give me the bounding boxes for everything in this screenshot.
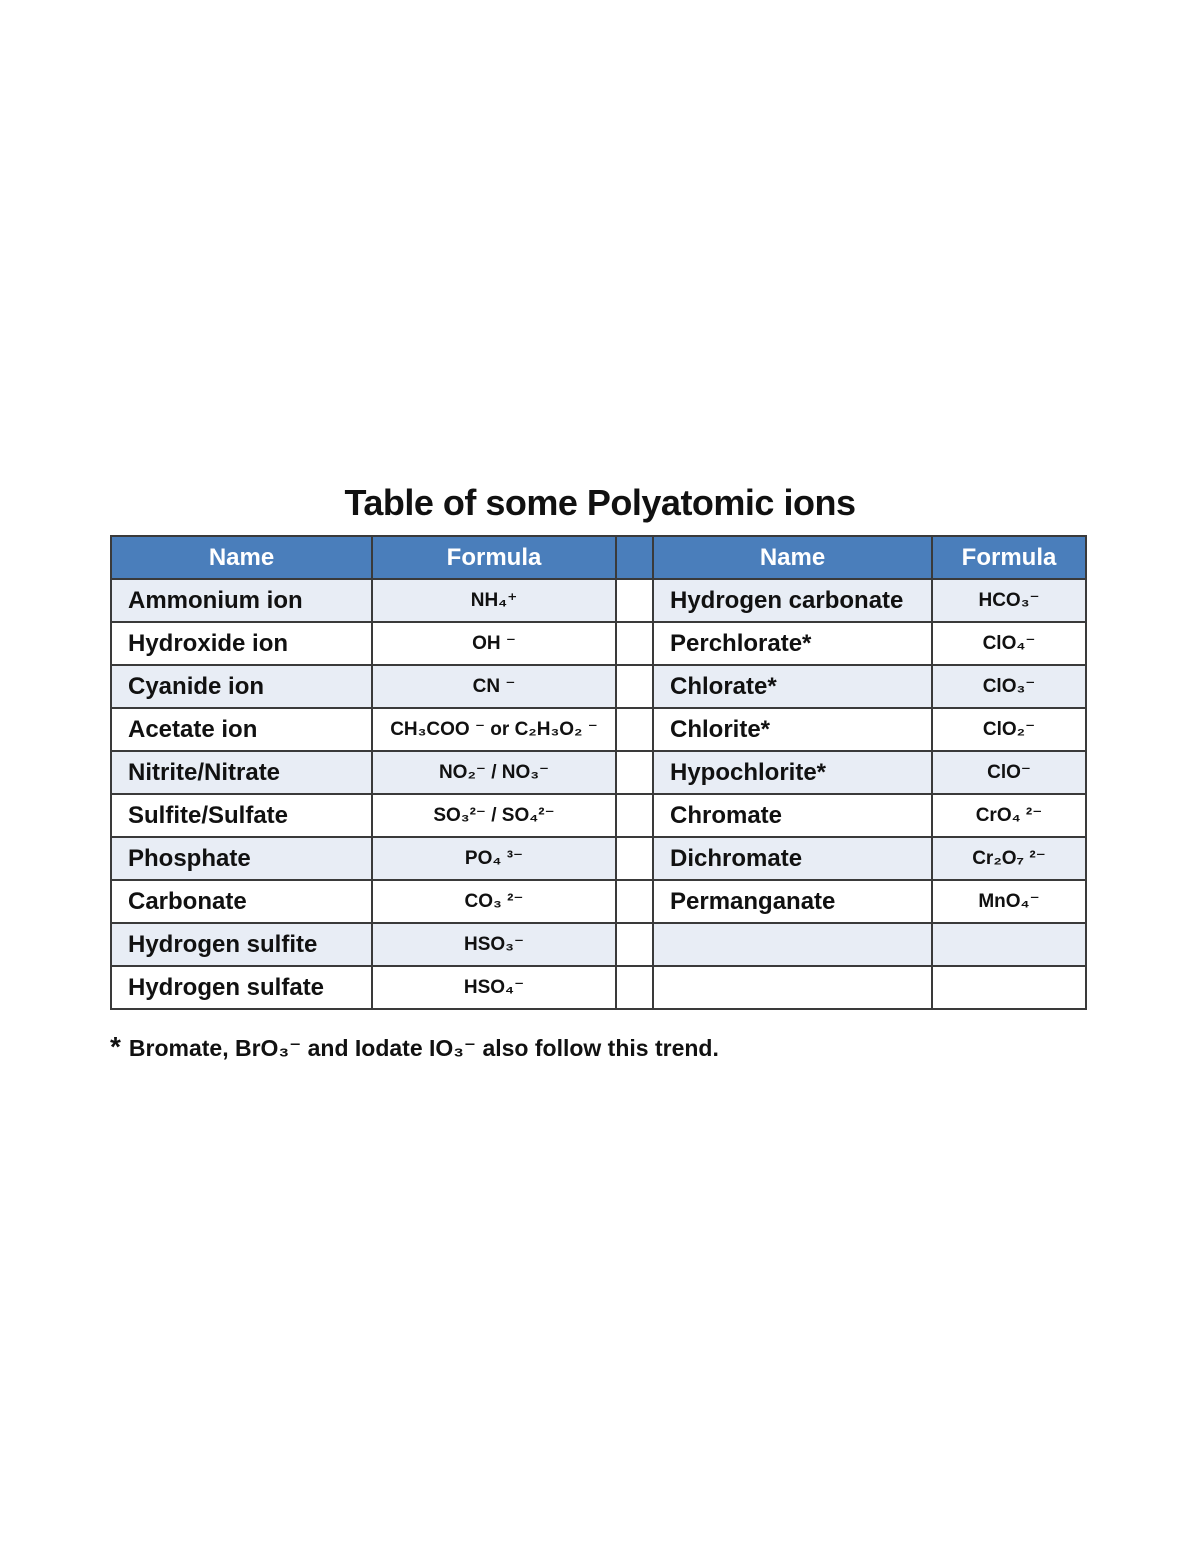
table-row — [111, 622, 1086, 665]
ion-formula-left: HSO₃⁻ — [372, 923, 616, 966]
ion-name-left: Acetate ion — [111, 708, 372, 751]
ion-formula-right — [932, 923, 1086, 966]
ion-formula-left: NO₂⁻ / NO₃⁻ — [372, 751, 616, 794]
ion-name-right: Dichromate — [653, 837, 932, 880]
ion-name-left: Hydroxide ion — [111, 622, 372, 665]
table-row — [111, 837, 1086, 880]
polyatomic-ions-table — [110, 535, 1087, 1010]
table-row — [111, 794, 1086, 837]
ion-formula-right: ClO⁻ — [932, 751, 1086, 794]
table-row — [111, 751, 1086, 794]
header-formula-right: Formula — [932, 536, 1086, 579]
ion-formula-right: MnO₄⁻ — [932, 880, 1086, 923]
table-row — [111, 880, 1086, 923]
ion-name-left: Carbonate — [111, 880, 372, 923]
table-body — [111, 579, 1086, 1009]
table-row — [111, 665, 1086, 708]
ion-formula-left: NH₄⁺ — [372, 579, 616, 622]
ion-formula-right — [932, 966, 1086, 1009]
ion-formula-left: CN ⁻ — [372, 665, 616, 708]
ion-name-left: Hydrogen sulfite — [111, 923, 372, 966]
ion-formula-left: OH ⁻ — [372, 622, 616, 665]
footnote — [110, 1030, 719, 1065]
ion-formula-right: CrO₄ ²⁻ — [932, 794, 1086, 837]
ion-formula-right: HCO₃⁻ — [932, 579, 1086, 622]
header-name-left: Name — [111, 536, 372, 579]
ion-name-right: Permanganate — [653, 880, 932, 923]
table-row — [111, 923, 1086, 966]
ion-name-left: Nitrite/Nitrate — [111, 751, 372, 794]
ion-name-left: Hydrogen sulfate — [111, 966, 372, 1009]
table-row — [111, 966, 1086, 1009]
ion-name-right: Perchlorate* — [653, 622, 932, 665]
ion-name-left: Ammonium ion — [111, 579, 372, 622]
ion-name-left: Cyanide ion — [111, 665, 372, 708]
header-name-right: Name — [653, 536, 932, 579]
ion-name-right: Chromate — [653, 794, 932, 837]
column-gap — [616, 837, 653, 880]
column-gap — [616, 923, 653, 966]
footnote-text: Bromate, BrO₃⁻ and Iodate IO₃⁻ also follow this trend. — [128, 1035, 719, 1061]
ion-name-right: Chlorite* — [653, 708, 932, 751]
ion-name-right: Chlorate* — [653, 665, 932, 708]
ion-formula-left: SO₃²⁻ / SO₄²⁻ — [372, 794, 616, 837]
ion-name-left: Sulfite/Sulfate — [111, 794, 372, 837]
column-gap — [616, 966, 653, 1009]
column-gap — [616, 536, 653, 579]
table-row — [111, 708, 1086, 751]
ion-formula-right: ClO₃⁻ — [932, 665, 1086, 708]
ion-name-right — [653, 923, 932, 966]
column-gap — [616, 622, 653, 665]
footnote-star: * — [110, 1031, 121, 1062]
header-formula-left: Formula — [372, 536, 616, 579]
column-gap — [616, 708, 653, 751]
table-header-row — [111, 536, 1086, 579]
ion-formula-left: CO₃ ²⁻ — [372, 880, 616, 923]
column-gap — [616, 665, 653, 708]
ion-formula-right: Cr₂O₇ ²⁻ — [932, 837, 1086, 880]
ion-name-left: Phosphate — [111, 837, 372, 880]
ion-name-right: Hydrogen carbonate — [653, 579, 932, 622]
ion-name-right — [653, 966, 932, 1009]
column-gap — [616, 880, 653, 923]
column-gap — [616, 751, 653, 794]
ion-formula-left: PO₄ ³⁻ — [372, 837, 616, 880]
column-gap — [616, 579, 653, 622]
ion-formula-left: CH₃COO ⁻ or C₂H₃O₂ ⁻ — [372, 708, 616, 751]
page-title: Table of some Polyatomic ions — [344, 482, 856, 523]
column-gap — [616, 794, 653, 837]
ion-name-right: Hypochlorite* — [653, 751, 932, 794]
table-row — [111, 579, 1086, 622]
ion-formula-right: ClO₄⁻ — [932, 622, 1086, 665]
ion-formula-right: ClO₂⁻ — [932, 708, 1086, 751]
ion-formula-left: HSO₄⁻ — [372, 966, 616, 1009]
